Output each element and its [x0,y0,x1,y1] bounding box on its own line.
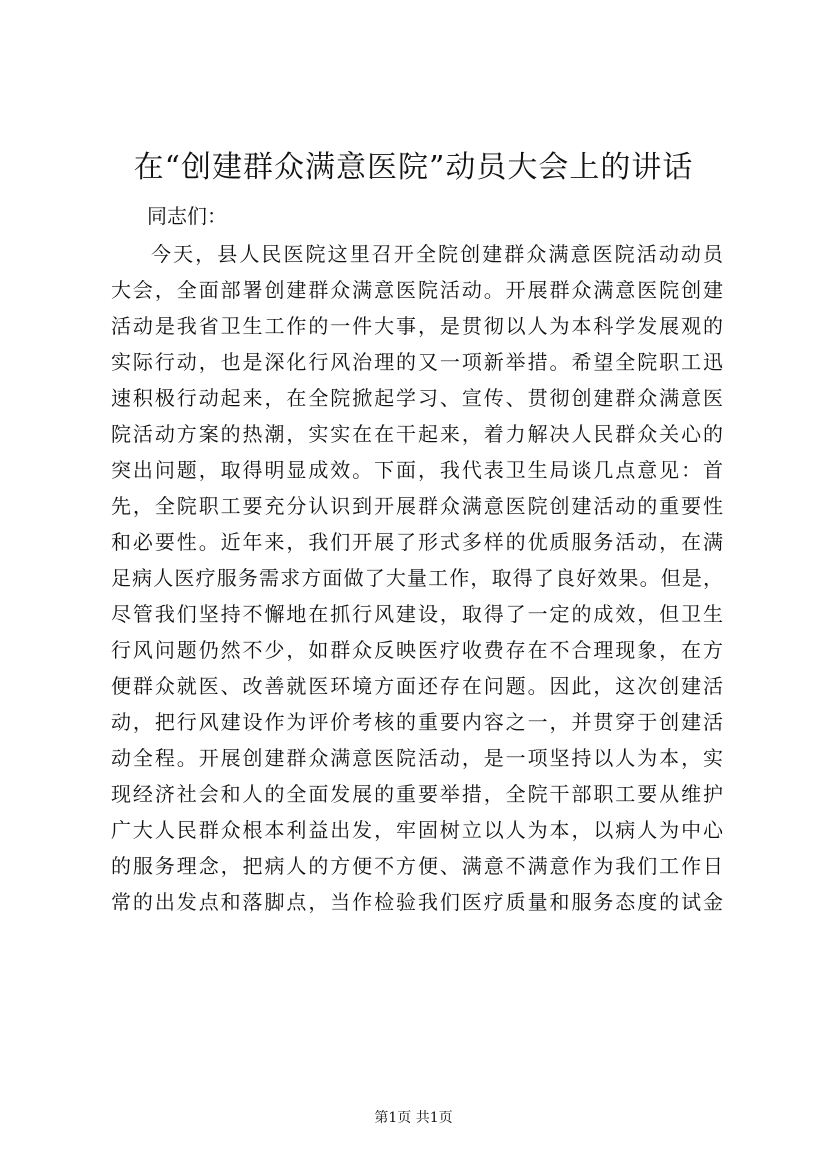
body-line: 便群众就医、改善就医环境方面还存在问题。因此，这次创建活 [111,674,723,698]
body-line: 速积极行动起来，在全院掀起学习、宣传、贯彻创建群众满意医 [111,386,723,410]
body-line: 先，全院职工要充分认识到开展群众满意医院创建活动的重要性 [111,494,723,518]
body-line: 尽管我们坚持不懈地在抓行风建设，取得了一定的成效，但卫生 [111,602,723,626]
body-line: 大会，全面部署创建群众满意医院活动。开展群众满意医院创建 [111,278,723,302]
body-line: 现经济社会和人的全面发展的重要举措，全院干部职工要从维护 [111,782,723,806]
body-line: 院活动方案的热潮，实实在在干起来，着力解决人民群众关心的 [111,422,723,446]
body-line: 足病人医疗服务需求方面做了大量工作，取得了良好效果。但是， [111,566,723,590]
body-line: 广大人民群众根本利益出发，牢固树立以人为本，以病人为中心 [111,818,723,842]
body-line: 今天，县人民医院这里召开全院创建群众满意医院活动动员 [151,242,723,266]
body-line: 突出问题，取得明显成效。下面，我代表卫生局谈几点意见：首 [111,458,723,482]
body-line: 和必要性。近年来，我们开展了形式多样的优质服务活动，在满 [111,530,723,554]
document-body [111,236,723,920]
greeting: 同志们： [147,204,227,228]
body-line: 的服务理念，把病人的方便不方便、满意不满意作为我们工作日 [111,854,723,878]
body-line: 常的出发点和落脚点，当作检验我们医疗质量和服务态度的试金 [111,890,723,914]
body-line: 活动是我省卫生工作的一件大事，是贯彻以人为本科学发展观的 [111,314,723,338]
document-title: 在“创建群众满意医院”动员大会上的讲话 [133,150,694,185]
page-number-footer: 第1页 共1页 [374,1110,453,1126]
body-line: 动，把行风建设作为评价考核的重要内容之一，并贯穿于创建活 [111,710,723,734]
body-line: 实际行动，也是深化行风治理的又一项新举措。希望全院职工迅 [111,350,723,374]
body-line: 动全程。开展创建群众满意医院活动，是一项坚持以人为本，实 [111,746,723,770]
body-line: 行风问题仍然不少，如群众反映医疗收费存在不合理现象，在方 [111,638,723,662]
